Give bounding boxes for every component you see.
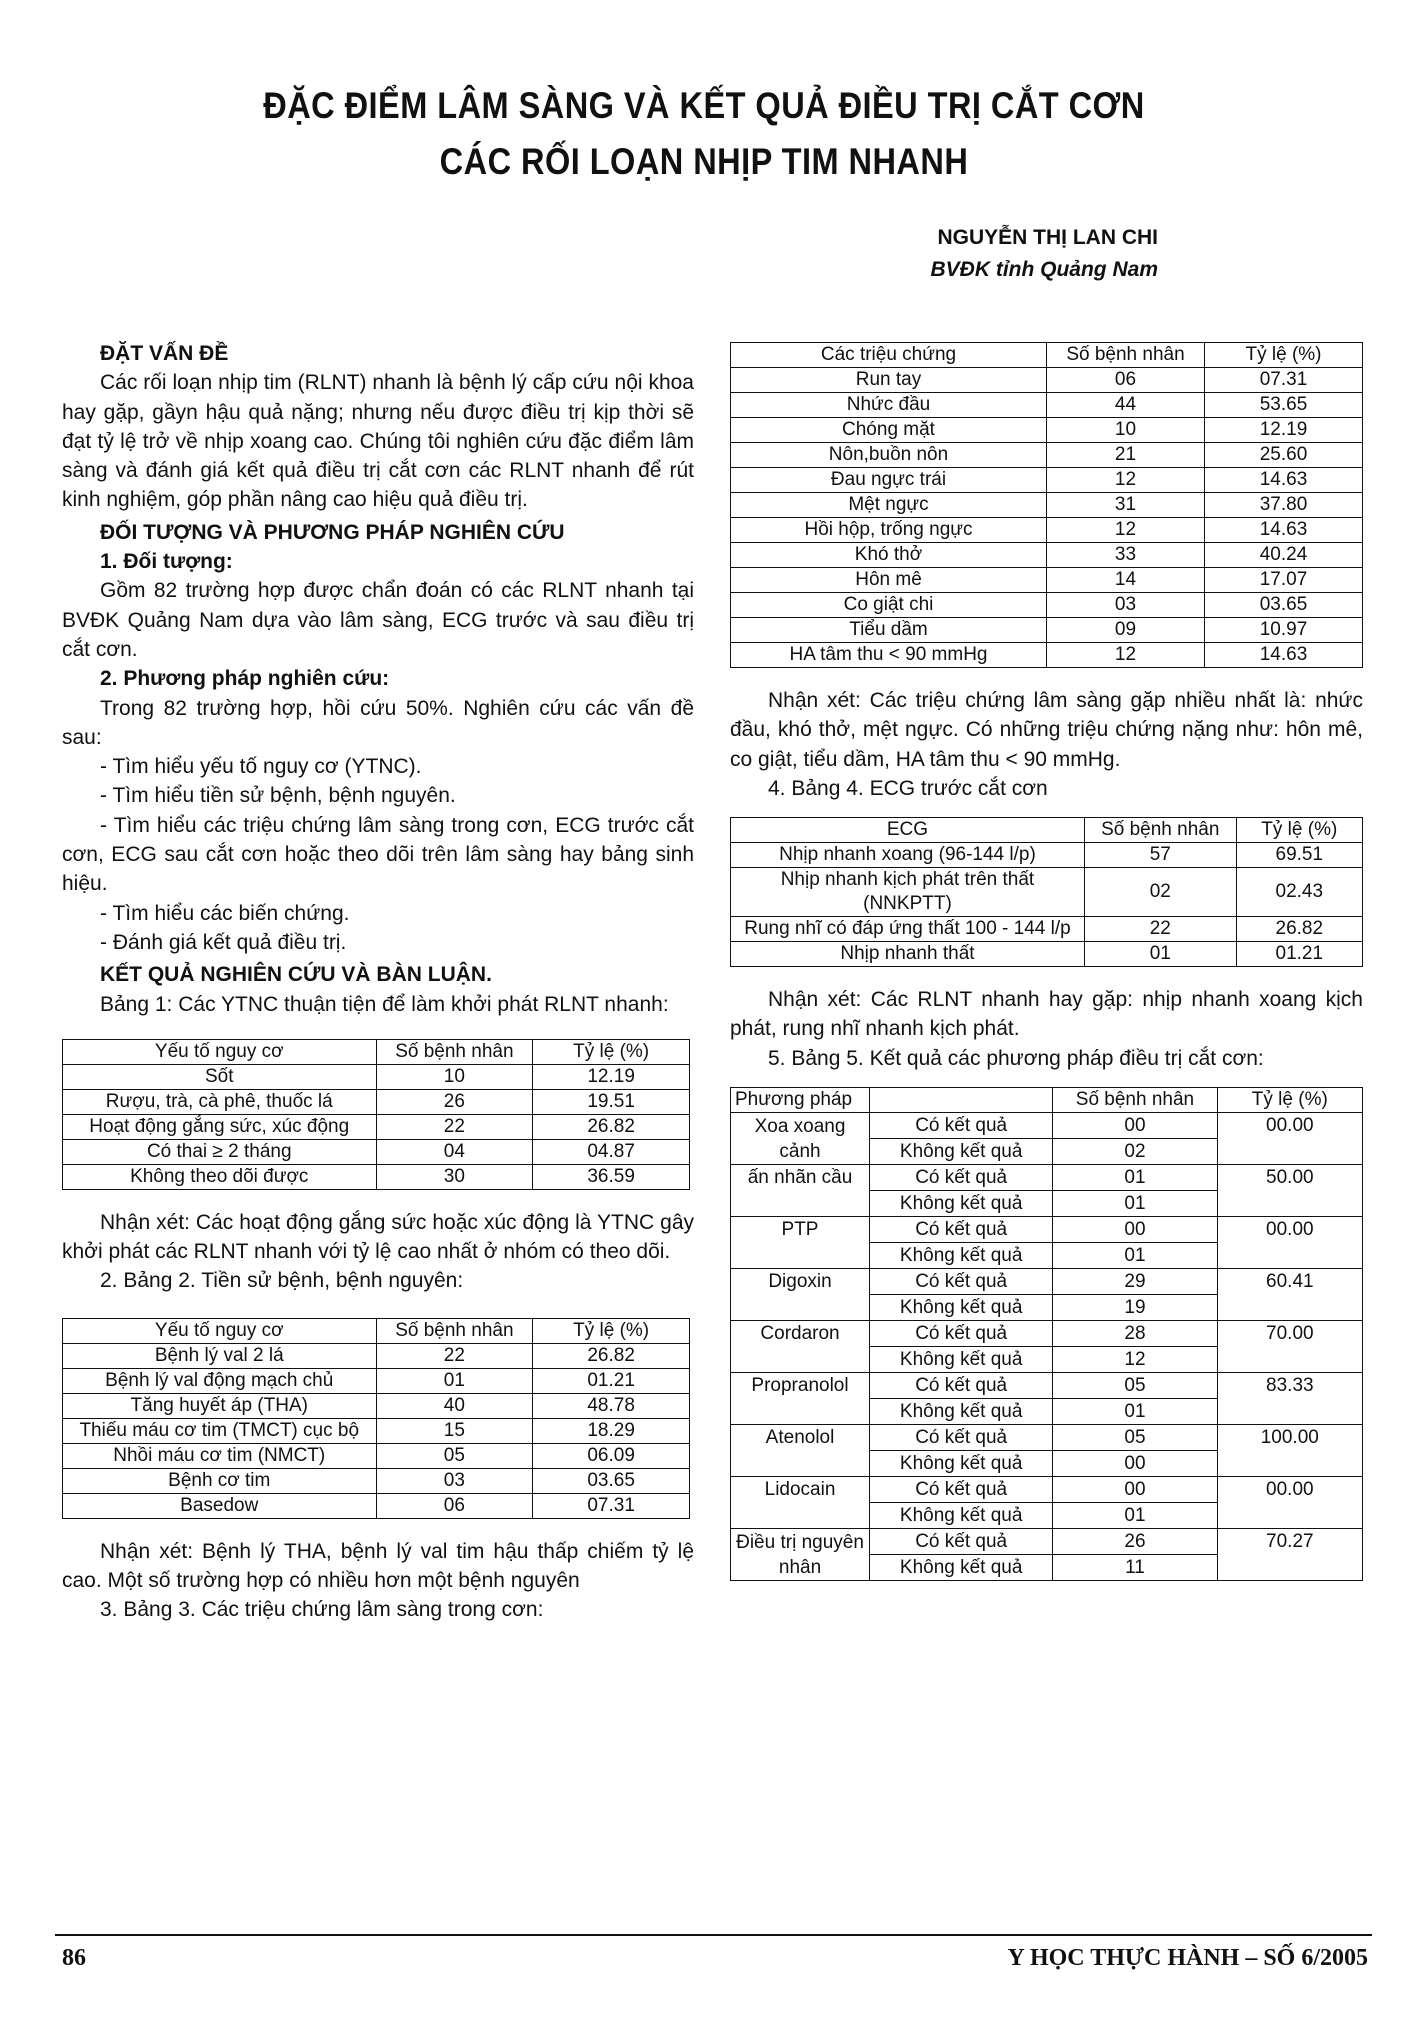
table-cell: Basedow [63,1493,377,1518]
table-cell: 01 [1053,1399,1217,1425]
table-cell: 00.00 [1217,1217,1362,1269]
table-cell: Không theo dõi được [63,1164,377,1189]
table-cell: Có kết quả [870,1217,1053,1243]
section-heading-results: KẾT QUẢ NGHIÊN CỨU VÀ BÀN LUẬN. [100,963,492,987]
table-row [63,1418,690,1443]
list-item: - Tìm hiểu các triệu chứng lâm sàng trong cơn, ECG trước cắt cơn, ECG sau cắt cơn hoặc theo dõi trên lâm sàng hay bảng sinh hiệu. [62,813,694,896]
table-cell: Có thai ≥ 2 tháng [63,1139,377,1164]
table-cell: 01 [1053,1165,1217,1191]
table-cell: 28 [1053,1321,1217,1347]
table-header-cell: Tỷ lệ (%) [533,1039,690,1064]
table-cell: 14.63 [1205,518,1363,543]
table-row [731,1477,1363,1503]
journal-name: Y HỌC THỰC HÀNH – SỐ 6/2005 [1007,1945,1368,1971]
table-row [731,443,1363,468]
table-row [63,1139,690,1164]
table-5-caption: 5. Bảng 5. Kết quả các phương pháp điều trị cắt cơn: [768,1046,1264,1070]
method-cell: ấn nhãn cầu [731,1165,870,1217]
table-cell: 60.41 [1217,1269,1362,1321]
table-1-note: Nhận xét: Các hoạt động gắng sức hoặc xúc động là YTNC gây khởi phát các RLNT nhanh với tỷ lệ cao nhất ở nhóm có theo dõi. [62,1210,694,1264]
table-row [731,1269,1363,1295]
table-cell: Thiếu máu cơ tim (TMCT) cục bộ [63,1418,377,1443]
list-item: - Tìm hiểu tiền sử bệnh, bệnh nguyên. [100,784,456,808]
table-cell: 14.63 [1205,643,1363,668]
table-cell: 21 [1047,443,1205,468]
table-header-cell: Số bệnh nhân [376,1039,533,1064]
table-cell: 70.00 [1217,1321,1362,1373]
footer-divider [55,1934,1372,1936]
table-4-ecg [730,817,1363,967]
table-cell: 06 [376,1493,533,1518]
table-cell: 12 [1047,468,1205,493]
table-3-note: Nhận xét: Các triệu chứng lâm sàng gặp nhiều nhất là: nhức đầu, khó thở, mệt ngực. Có những triệu chứng nặng như: hôn mê, co giật, tiểu dầm, HA tâm thu < 90 mmHg. [730,689,1363,771]
table-row [63,1089,690,1114]
table-2-history [62,1318,690,1519]
table-row [63,1493,690,1518]
table-cell: Không kết quả [870,1347,1053,1373]
table-cell: 22 [376,1343,533,1368]
table-cell: 69.51 [1236,843,1362,868]
table-1-risk-factors [62,1039,690,1190]
table-row [63,1368,690,1393]
table-cell: Có kết quả [870,1113,1053,1139]
table-cell: 44 [1047,393,1205,418]
section-heading-intro: ĐẶT VẤN ĐỀ [100,342,229,365]
section-heading-methods: ĐỐI TƯỢNG VÀ PHƯƠNG PHÁP NGHIÊN CỨU [100,520,565,544]
table-cell: HA tâm thu < 90 mmHg [731,643,1047,668]
table-row [63,1064,690,1089]
table-row [731,917,1363,942]
table-header-row [731,818,1363,843]
table-cell: 19.51 [533,1089,690,1114]
table-cell: 18.29 [533,1418,690,1443]
table-header-cell: Yếu tố nguy cơ [63,1318,377,1343]
table-cell: 01.21 [1236,942,1362,967]
table-header-cell [870,1088,1053,1113]
table-header-row [63,1039,690,1064]
table-cell: 19 [1053,1295,1217,1321]
table-row [731,643,1363,668]
table-header-row [731,343,1363,368]
table-cell: 12 [1047,643,1205,668]
table-cell: Không kết quả [870,1555,1053,1581]
table-2-caption: 2. Bảng 2. Tiền sử bệnh, bệnh nguyên: [100,1269,464,1293]
table-cell: 12.19 [533,1064,690,1089]
method-cell: Xoa xoang cảnh [731,1113,870,1165]
table-row [63,1114,690,1139]
table-cell: 26 [376,1089,533,1114]
table-cell: Bệnh cơ tim [63,1468,377,1493]
table-cell: 50.00 [1217,1165,1362,1217]
table-cell: Không kết quả [870,1139,1053,1165]
table-header-row [731,1088,1363,1113]
table-cell: 05 [1053,1425,1217,1451]
table-2-note: Nhận xét: Bệnh lý THA, bệnh lý val tim hậu thấp chiếm tỷ lệ cao. Một số trường hợp có nhiều hơn một bệnh nguyên [62,1539,694,1593]
table-cell: Run tay [731,368,1047,393]
table-header-cell: Số bệnh nhân [376,1318,533,1343]
table-row [63,1393,690,1418]
table-row [731,1529,1363,1555]
table-cell: 25.60 [1205,443,1363,468]
table-cell: Có kết quả [870,1269,1053,1295]
table-cell: 31 [1047,493,1205,518]
table-cell: Có kết quả [870,1529,1053,1555]
table-row [731,1321,1363,1347]
table-cell: Nhức đầu [731,393,1047,418]
table-row [731,1425,1363,1451]
table-cell: 02.43 [1236,868,1362,917]
table-cell: Nôn,buồn nôn [731,443,1047,468]
table-header-cell: Các triệu chứng [731,343,1047,368]
left-column [62,336,694,1625]
table-cell: Hôn mê [731,568,1047,593]
table-cell: 03 [1047,593,1205,618]
table-5-treatment-results [730,1087,1363,1581]
method-cell: Cordaron [731,1321,870,1373]
table-row [731,468,1363,493]
table-cell: 04 [376,1139,533,1164]
table-cell: 48.78 [533,1393,690,1418]
table-cell: Bệnh lý val động mạch chủ [63,1368,377,1393]
table-cell: 10.97 [1205,618,1363,643]
table-cell: Bệnh lý val 2 lá [63,1343,377,1368]
table-cell: 00.00 [1217,1477,1362,1529]
table-header-cell: Tỷ lệ (%) [1217,1088,1362,1113]
table-cell: 14.63 [1205,468,1363,493]
table-row [63,1164,690,1189]
subheading-subjects: 1. Đối tượng: [100,550,233,574]
table-row [731,493,1363,518]
table-cell: 17.07 [1205,568,1363,593]
list-item: - Đánh giá kết quả điều trị. [100,930,347,954]
table-row [731,1113,1363,1139]
table-row [731,593,1363,618]
table-cell: 70.27 [1217,1529,1362,1581]
table-cell: Sốt [63,1064,377,1089]
table-cell: 01.21 [533,1368,690,1393]
table-cell: Nhịp nhanh xoang (96-144 l/p) [731,843,1085,868]
subheading-method: 2. Phương pháp nghiên cứu: [100,667,390,691]
table-cell: Không kết quả [870,1295,1053,1321]
table-cell: 26.82 [533,1343,690,1368]
table-cell: 26.82 [1236,917,1362,942]
table-cell: 22 [1084,917,1236,942]
table-cell: 00 [1053,1477,1217,1503]
table-cell: 07.31 [1205,368,1363,393]
table-row [731,843,1363,868]
table-cell: 37.80 [1205,493,1363,518]
table-row [731,618,1363,643]
table-header-cell: Số bệnh nhân [1047,343,1205,368]
table-cell: Không kết quả [870,1243,1053,1269]
table-cell: Hồi hộp, trống ngực [731,518,1047,543]
table-row [731,942,1363,967]
table-cell: Hoạt động gắng sức, xúc động [63,1114,377,1139]
method-cell: Propranolol [731,1373,870,1425]
table-cell: 00 [1053,1217,1217,1243]
table-row [731,1217,1363,1243]
author-block [930,222,1158,286]
table-cell: 06.09 [533,1443,690,1468]
title-line-2: CÁC RỐI LOẠN NHỊP TIM NHANH [439,141,969,182]
table-cell: Khó thở [731,543,1047,568]
table-cell: 10 [1047,418,1205,443]
author-affiliation: BVĐK tỉnh Quảng Nam [930,258,1158,281]
paragraph-subjects: Gồm 82 trường hợp được chẩn đoán có các RLNT nhanh tại BVĐK Quảng Nam dựa vào lâm sàng, ECG trước và sau điều trị cắt cơn. [62,579,694,661]
method-cell: Atenolol [731,1425,870,1477]
table-cell: 33 [1047,543,1205,568]
table-header-cell: Số bệnh nhân [1053,1088,1217,1113]
table-cell: 02 [1053,1139,1217,1165]
table-cell: Rung nhĩ có đáp ứng thất 100 - 144 l/p [731,917,1085,942]
table-cell: 36.59 [533,1164,690,1189]
table-cell: Có kết quả [870,1477,1053,1503]
list-item: - Tìm hiểu yếu tố nguy cơ (YTNC). [100,755,422,779]
table-cell: 100.00 [1217,1425,1362,1477]
table-cell: 03 [376,1468,533,1493]
table-header-cell: Số bệnh nhân [1084,818,1236,843]
table-cell: 00 [1053,1113,1217,1139]
table-cell: 00.00 [1217,1113,1362,1165]
table-cell: 09 [1047,618,1205,643]
table-cell: Có kết quả [870,1373,1053,1399]
table-cell: 12 [1053,1347,1217,1373]
table-header-cell: Tỷ lệ (%) [533,1318,690,1343]
method-cell: PTP [731,1217,870,1269]
table-cell: Rượu, trà, cà phê, thuốc lá [63,1089,377,1114]
table-row [731,418,1363,443]
table-header-cell: ECG [731,818,1085,843]
table-cell: 11 [1053,1555,1217,1581]
table-row [731,868,1363,917]
table-header-cell: Tỷ lệ (%) [1205,343,1363,368]
table-cell: 04.87 [533,1139,690,1164]
method-cell: Điều trị nguyên nhân [731,1529,870,1581]
table-cell: 01 [1053,1243,1217,1269]
table-cell: Có kết quả [870,1165,1053,1191]
article-title [84,78,1323,190]
table-1-caption: Bảng 1: Các YTNC thuận tiện để làm khởi phát RLNT nhanh: [100,992,669,1016]
author-name: NGUYỄN THỊ LAN CHI [937,226,1158,249]
table-cell: 12 [1047,518,1205,543]
table-cell: 40.24 [1205,543,1363,568]
table-row [731,1165,1363,1191]
table-header-cell: Yếu tố nguy cơ [63,1039,377,1064]
table-cell: 22 [376,1114,533,1139]
table-cell: 01 [1053,1191,1217,1217]
table-cell: Tiểu dầm [731,618,1047,643]
table-4-note: Nhận xét: Các RLNT nhanh hay gặp: nhịp nhanh xoang kịch phát, rung nhĩ nhanh kịch phát. [730,988,1363,1041]
table-cell: 03.65 [533,1468,690,1493]
table-cell: Nhịp nhanh kịch phát trên thất (NNKPTT) [731,868,1085,917]
table-cell: 26 [1053,1529,1217,1555]
table-3-symptoms [730,342,1363,668]
table-row [63,1343,690,1368]
table-cell: Có kết quả [870,1321,1053,1347]
table-cell: Có kết quả [870,1425,1053,1451]
table-cell: 30 [376,1164,533,1189]
method-cell: Digoxin [731,1269,870,1321]
table-cell: Đau ngực trái [731,468,1047,493]
table-cell: 29 [1053,1269,1217,1295]
table-row [731,368,1363,393]
table-4-caption: 4. Bảng 4. ECG trước cắt cơn [768,776,1048,800]
paragraph-intro: Các rối loạn nhịp tim (RLNT) nhanh là bệnh lý cấp cứu nội khoa hay gặp, gầyn hậu quả nặng; nhưng nếu được điều trị kịp thời sẽ đạt tỷ lệ trở về nhịp xoang cao. Chúng tôi nghiên cứu đặc điểm lâm sàng và đánh giá kết quả điều trị cắt cơn các RLNT nhanh để rút kinh nghiệm, góp phần nâng cao hiệu quả điều trị. [62,371,694,512]
table-cell: Không kết quả [870,1451,1053,1477]
table-row [731,518,1363,543]
table-header-cell: Tỷ lệ (%) [1236,818,1362,843]
table-cell: Co giật chi [731,593,1047,618]
table-row [731,393,1363,418]
table-row [731,568,1363,593]
table-cell: 10 [376,1064,533,1089]
table-cell: 83.33 [1217,1373,1362,1425]
table-cell: 00 [1053,1451,1217,1477]
table-cell: 40 [376,1393,533,1418]
table-cell: Nhịp nhanh thất [731,942,1085,967]
table-row [63,1443,690,1468]
table-cell: 02 [1084,868,1236,917]
method-cell: Lidocain [731,1477,870,1529]
table-cell: Chóng mặt [731,418,1047,443]
table-cell: 26.82 [533,1114,690,1139]
table-cell: 53.65 [1205,393,1363,418]
table-cell: 57 [1084,843,1236,868]
table-cell: 12.19 [1205,418,1363,443]
table-cell: 05 [1053,1373,1217,1399]
table-cell: 05 [376,1443,533,1468]
table-cell: Không kết quả [870,1503,1053,1529]
table-header-row [63,1318,690,1343]
table-cell: 01 [1053,1503,1217,1529]
table-cell: 03.65 [1205,593,1363,618]
table-row [731,543,1363,568]
paragraph-method: Trong 82 trường hợp, hồi cứu 50%. Nghiên cứu các vấn đề sau: [62,696,694,749]
list-item: - Tìm hiểu các biến chứng. [100,901,350,925]
table-cell: 01 [376,1368,533,1393]
table-cell: 15 [376,1418,533,1443]
table-row [63,1468,690,1493]
table-cell: 01 [1084,942,1236,967]
table-cell: 06 [1047,368,1205,393]
table-cell: 14 [1047,568,1205,593]
table-cell: 07.31 [533,1493,690,1518]
table-cell: Nhồi máu cơ tim (NMCT) [63,1443,377,1468]
table-row [731,1373,1363,1399]
right-column [730,342,1363,1581]
page-number: 86 [62,1945,86,1971]
title-line-1: ĐẶC ĐIỂM LÂM SÀNG VÀ KẾT QUẢ ĐIỀU TRỊ CẮT CƠN [263,85,1145,126]
table-cell: Không kết quả [870,1399,1053,1425]
table-cell: Mệt ngực [731,493,1047,518]
table-cell: Không kết quả [870,1191,1053,1217]
table-3-caption: 3. Bảng 3. Các triệu chứng lâm sàng trong cơn: [100,1598,544,1622]
table-header-cell: Phương pháp [731,1088,870,1113]
table-cell: Tăng huyết áp (THA) [63,1393,377,1418]
